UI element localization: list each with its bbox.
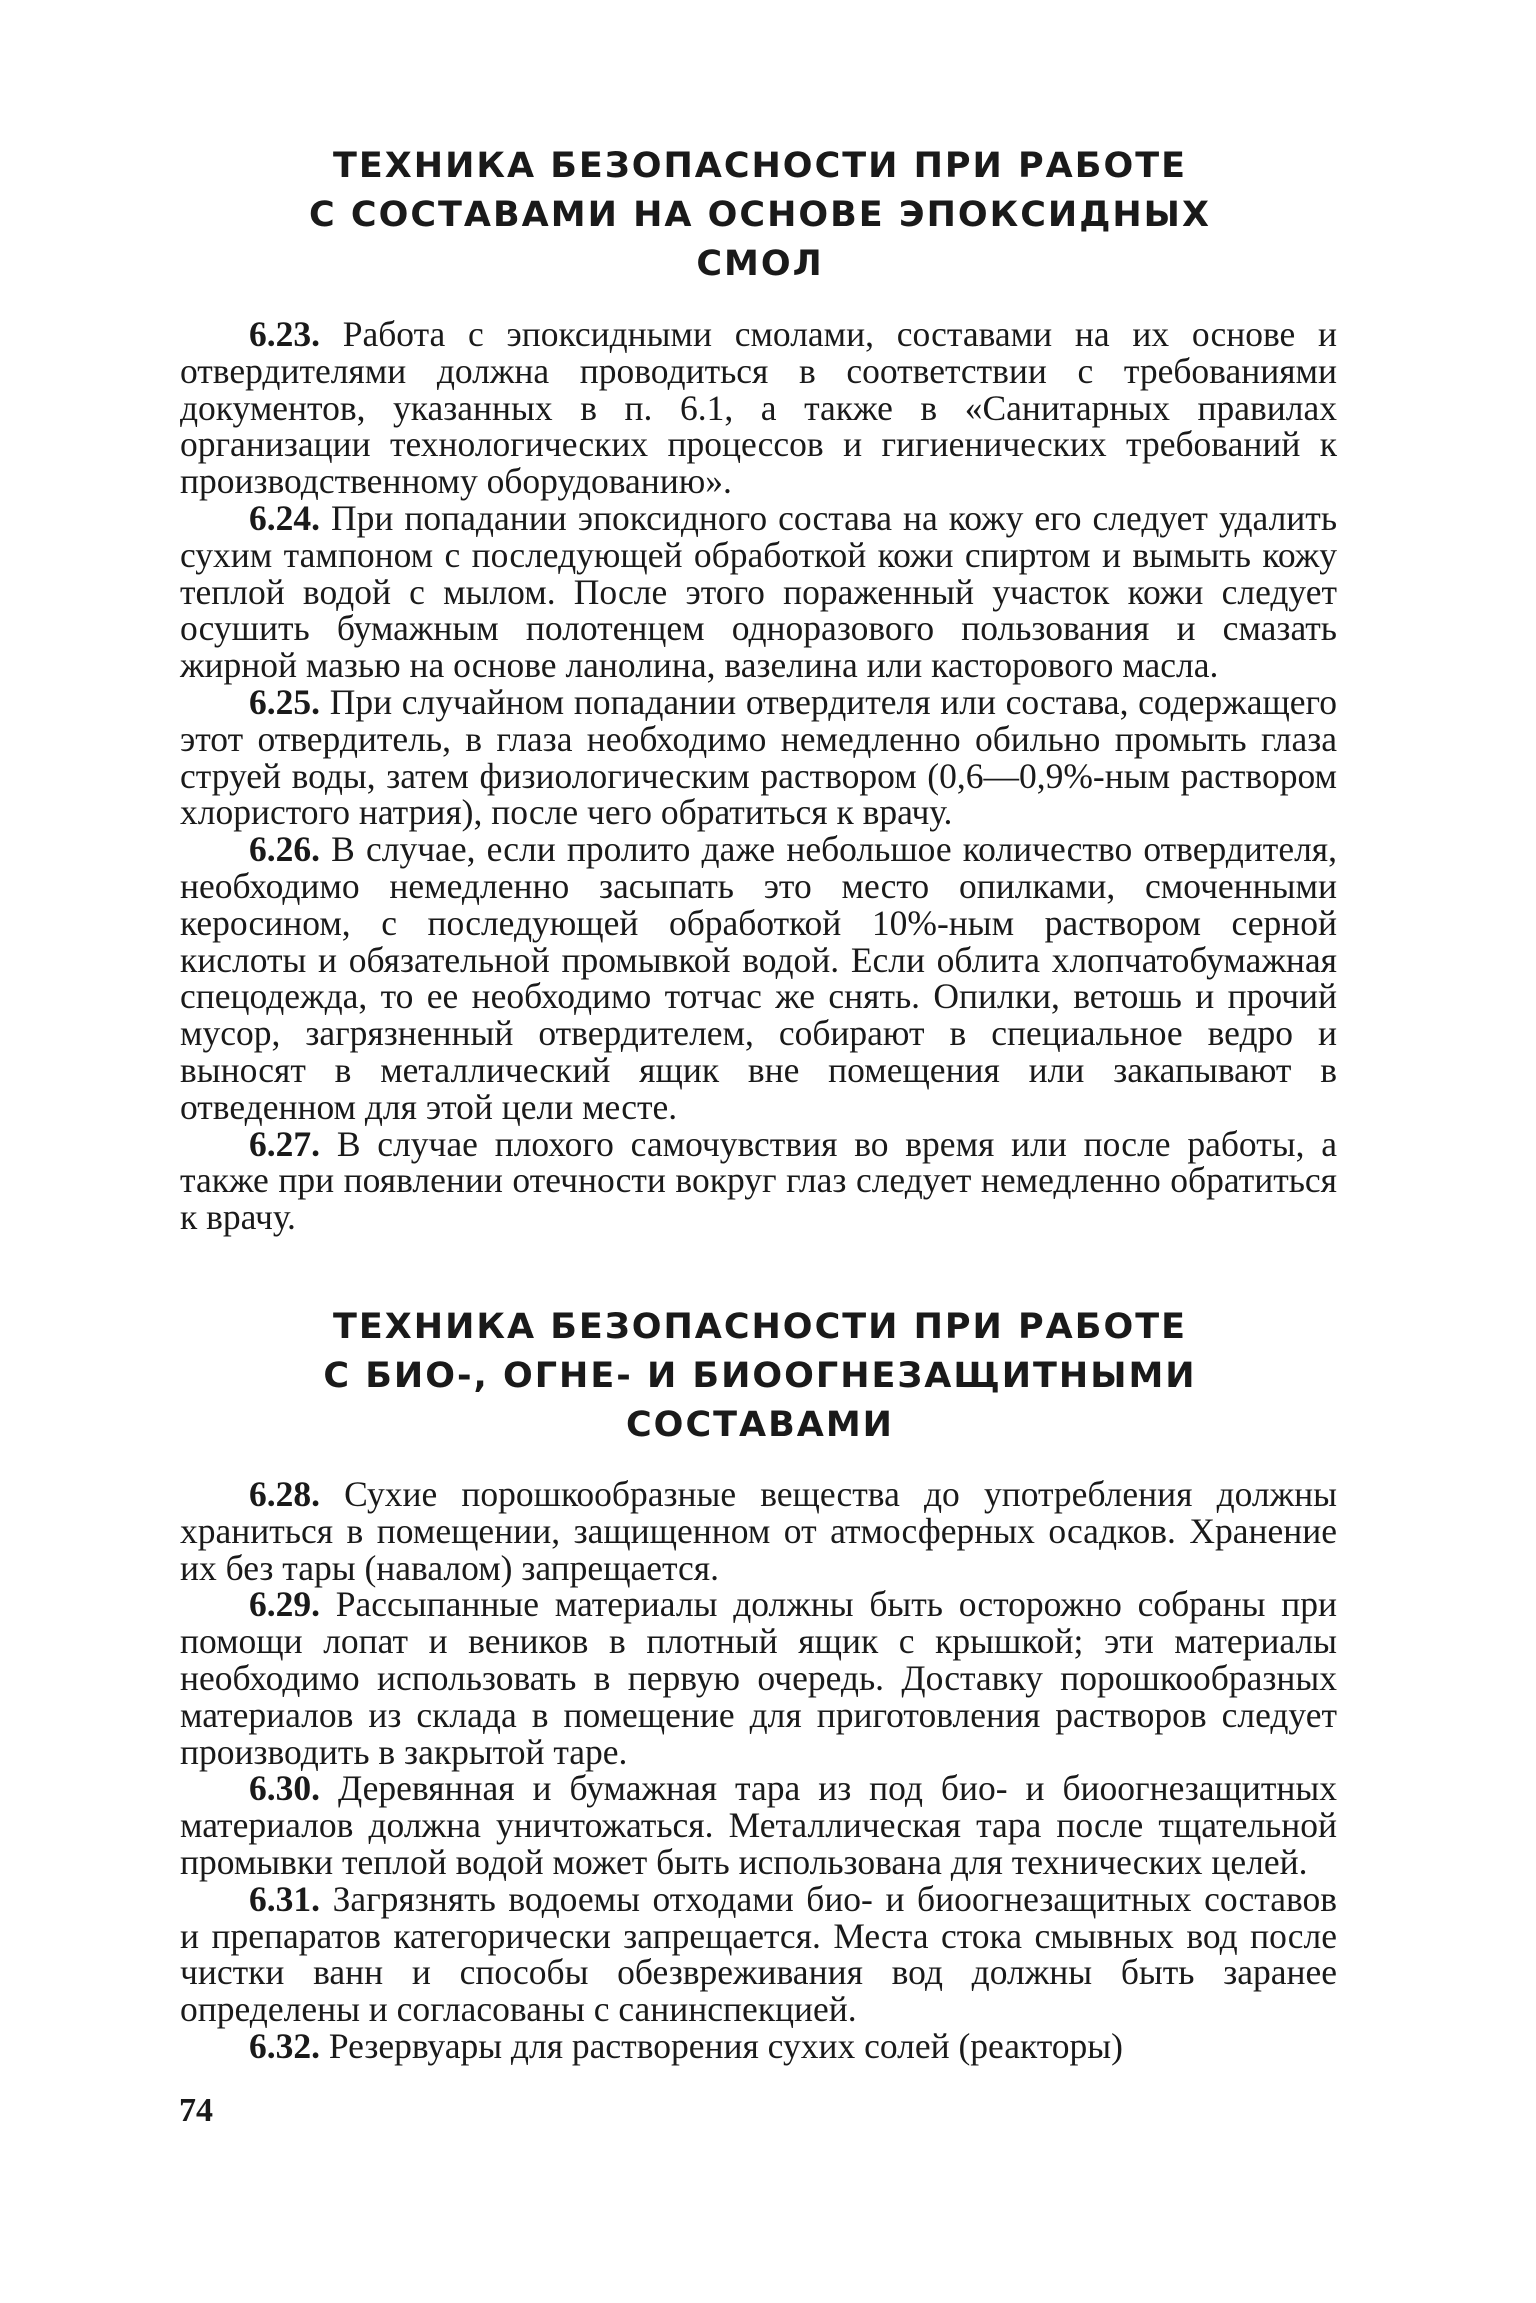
paragraph-number: 6.28. <box>249 1474 320 1514</box>
paragraph-text: Сухие порошкообразные вещества до употребления должны храниться в помещении, защищенном от атмосферных осадков. Хранение их без тары (навалом) запрещается. <box>180 1474 1338 1588</box>
paragraph-text: В случае, если пролито даже небольшое количество отвердителя, необходимо немедленно засыпать это место опилками, смоченными керосином, с последующей обработкой 10%-ным раствором серной кислоты и обязательной промывкой водой. Если облита хлопчатобумажная спецодежда, то ее необходимо тотчас же снять. Опилки, ветошь и прочий мусор, загрязненный отвердителем, собирают в специальное ведро и выносят в металлический ящик вне помещения или закапывают в отведенном для этой цели месте. <box>180 829 1338 1127</box>
paragraph-text: Рассыпанные материалы должны быть осторожно собраны при помощи лопат и веников в плотный ящик с крышкой; эти материалы необходимо использовать в первую очередь. Доставку порошкообразных материалов из склада в помещение для приготовления растворов следует производить в закрытой таре. <box>180 1584 1337 1772</box>
page-number: 74 <box>179 2092 213 2129</box>
paragraph-text: Загрязнять водоемы отходами био- и биоогнезащитных составов и препаратов категорически запрещается. Места стока смывных вод после чистки ванн и способы обезвреживания вод должны быть заранее определены и согласованы с санинспекцией. <box>180 1878 1337 2030</box>
heading-line: С БИО-, ОГНЕ- И БИООГНЕЗАЩИТНЫМИ <box>323 1356 1197 1396</box>
paragraph-number: 6.27. <box>249 1123 320 1164</box>
section-body-bio-fire <box>180 1476 1337 2065</box>
paragraph-6-29 <box>180 1586 1337 1770</box>
heading-line: С СОСТАВАМИ НА ОСНОВЕ ЭПОКСИДНЫХ <box>309 195 1211 235</box>
paragraph-6-32 <box>180 2025 1337 2066</box>
heading-line: ТЕХНИКА БЕЗОПАСНОСТИ ПРИ РАБОТЕ <box>333 1307 1187 1347</box>
section-body-epoxy <box>180 316 1337 1236</box>
paragraph-6-30 <box>180 1770 1337 1880</box>
paragraph-text: В случае плохого самочувствия во время или после работы, а также при появлении отечности вокруг глаз следует немедленно обратиться к врачу. <box>180 1123 1338 1238</box>
paragraph-text: Деревянная и бумажная тара из под био- и биоогнезащитных материалов должна уничтожаться. Металлическая тара после тщательной промывки теплой водой может быть использована для технических целей. <box>180 1768 1338 1882</box>
paragraph-number: 6.29. <box>249 1584 320 1625</box>
paragraph-6-28 <box>180 1476 1337 1586</box>
paragraph-6-26 <box>180 831 1337 1125</box>
heading-line: СМОЛ <box>696 244 824 284</box>
paragraph-text: При попадании эпоксидного состава на кожу его следует удалить сухим тампоном с последующей обработкой кожи спиртом и вымыть кожу теплой водой с мылом. После этого пораженный участок кожи следует осушить бумажным полотенцем одноразового пользования и смазать жирной мазью на основе ланолина, вазелина или касторового масла. <box>180 497 1338 686</box>
paragraph-number: 6.25. <box>249 681 320 722</box>
paragraph-number: 6.32. <box>249 2025 320 2066</box>
section-heading-bio-fire <box>180 1303 1340 1450</box>
section-heading-epoxy <box>180 142 1340 289</box>
paragraph-6-31 <box>180 1878 1337 2030</box>
paragraph-text: При случайном попадании отвердителя или состава, содержащего этот отвердитель, в глаза необходимо немедленно обильно промыть глаза струей воды, затем физиологическим раствором (0,6—0,9%-ным раствором хлористого натрия), после чего обратиться к врачу. <box>180 681 1337 833</box>
heading-line: ТЕХНИКА БЕЗОПАСНОСТИ ПРИ РАБОТЕ <box>333 146 1187 186</box>
paragraph-6-24 <box>180 497 1338 686</box>
paragraph-text: Резервуары для растворения сухих солей (реакторы) <box>328 2025 1123 2066</box>
paragraph-number: 6.30. <box>249 1768 320 1809</box>
paragraph-text: Работа с эпоксидными смолами, составами на их основе и отвердителями должна проводиться в соответствии с требованиями документов, указанных в п. 6.1, а также в «Санитарных правилах организации технологических процессов и гигиенических требований к производственному оборудованию». <box>180 314 1337 502</box>
paragraph-number: 6.26. <box>249 829 320 870</box>
paragraph-6-27 <box>180 1123 1338 1238</box>
paragraph-6-23 <box>180 316 1337 500</box>
paragraph-6-25 <box>180 681 1337 833</box>
paragraph-number: 6.23. <box>249 314 320 354</box>
paragraph-number: 6.24. <box>249 497 320 538</box>
heading-line: СОСТАВАМИ <box>626 1405 894 1445</box>
paragraph-number: 6.31. <box>249 1878 320 1919</box>
